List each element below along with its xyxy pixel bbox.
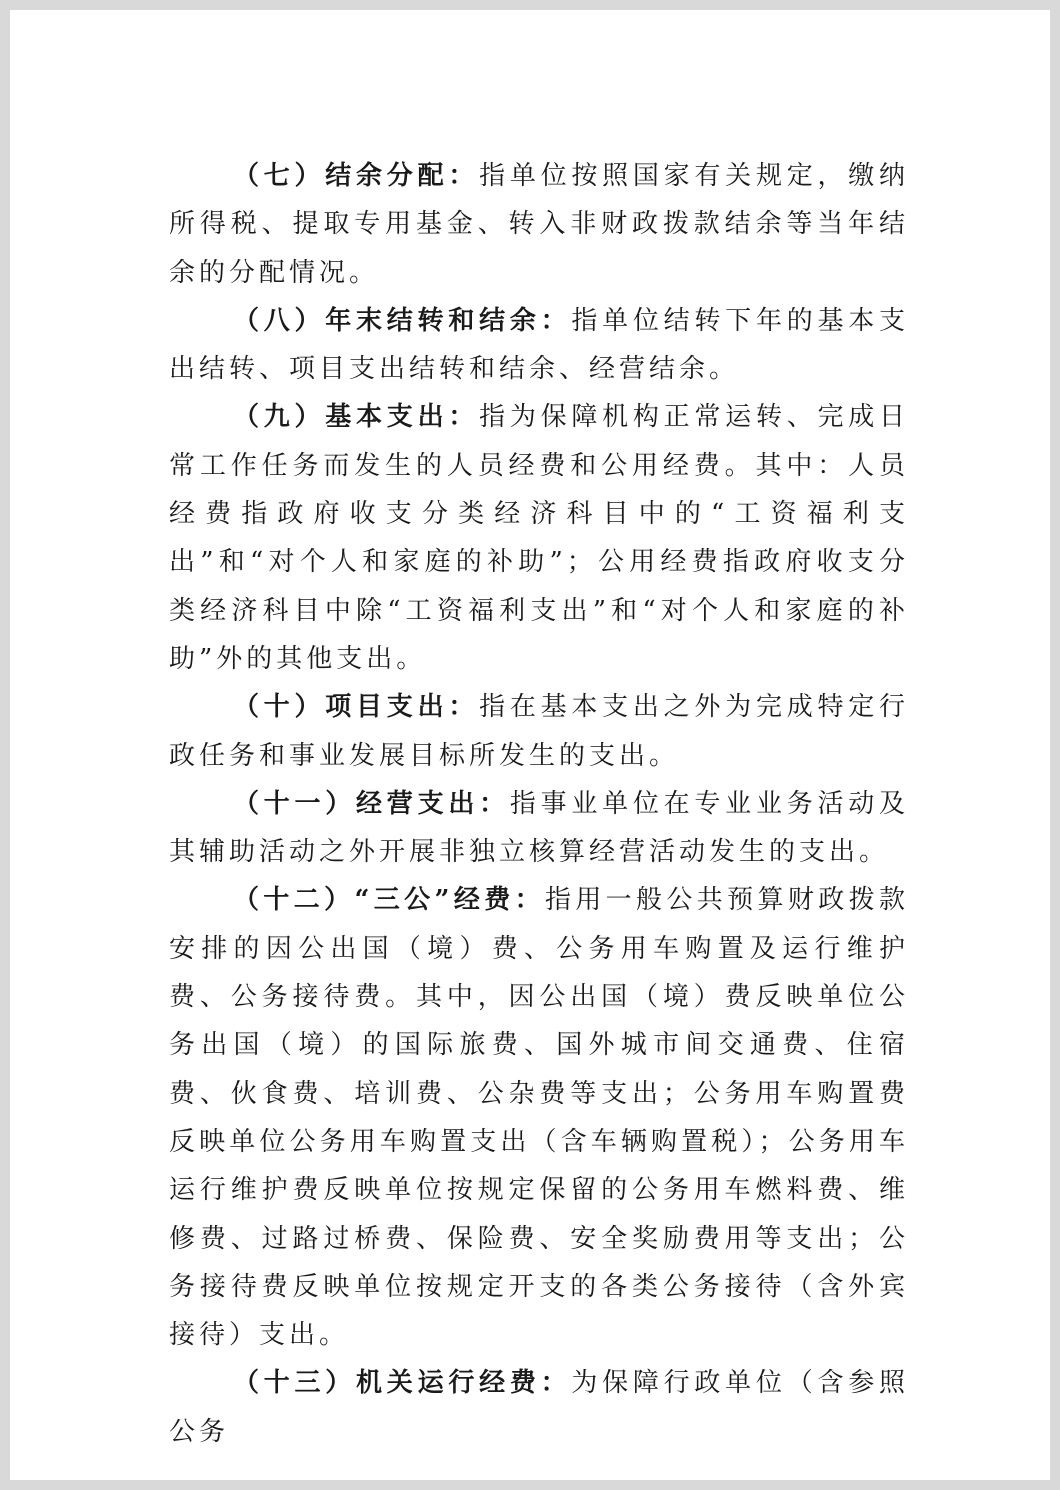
- term-definition: 指事业单位在专业业务活动及其辅助活动之外开展非独立核算经营活动发生的支出。: [169, 788, 909, 868]
- term-definition: 指用一般公共预算财政拨款安排的因公出国（境）费、公务用车购置及运行维护费、公务接待费。其中，因公出国（境）费反映单位公务出国（境）的国际旅费、国外城市间交通费、住宿费、伙食费、培训费、公杂费等支出；公务用车购置费反映单位公务用车购置支出（含车辆购置税）；公务用车运行维护费反映单位按规定保留的公务用车燃料费、维修费、过路过桥费、保险费、安全奖励费用等支出；公务接待费反映单位按规定开支的各类公务接待（含外宾接待）支出。: [169, 885, 909, 1351]
- term-definition: 为保障行政单位（含参照公务: [169, 1368, 909, 1447]
- term-definition: 指单位按照国家有关规定，缴纳所得税、提取专用基金、转入非财政拨款结余等当年结余的分配情况。: [169, 161, 909, 288]
- term-heading: （十一）经营支出：: [233, 788, 510, 819]
- term-definition: 指单位结转下年的基本支出结转、项目支出结转和结余、经营结余。: [169, 305, 909, 385]
- paragraph-three-public-funds: [169, 876, 909, 1359]
- term-definition: 指在基本支出之外为完成特定行政任务和事业发展目标所发生的支出。: [169, 692, 909, 771]
- term-heading: （九）基本支出：: [233, 402, 480, 433]
- paragraph-agency-operating-funds: [169, 1359, 909, 1456]
- term-heading: （十三）机关运行经费：: [233, 1368, 572, 1399]
- term-definition: 指为保障机构正常运转、完成日常工作任务而发生的人员经费和公用经费。其中：人员经费指政府收支分类经济科目中的“工资福利支出”和“对个人和家庭的补助”；公用经费指政府收支分类经济科目中除“工资福利支出”和“对个人和家庭的补助”外的其他支出。: [169, 402, 909, 674]
- term-heading: （七）结余分配：: [233, 161, 480, 191]
- document-body: [169, 152, 909, 1456]
- term-heading: （十二）“三公”经费：: [233, 885, 545, 916]
- paragraph-basic-expenditure: [169, 393, 909, 683]
- term-heading: （八）年末结转和结余：: [233, 305, 572, 336]
- term-heading: （十）项目支出：: [233, 692, 480, 723]
- paragraph-project-expenditure: [169, 683, 909, 780]
- paragraph-operating-expenditure: [169, 780, 909, 877]
- paragraph-surplus-distribution: [169, 152, 909, 297]
- document-page: [10, 10, 1050, 1480]
- paragraph-year-end-carryover: [169, 297, 909, 394]
